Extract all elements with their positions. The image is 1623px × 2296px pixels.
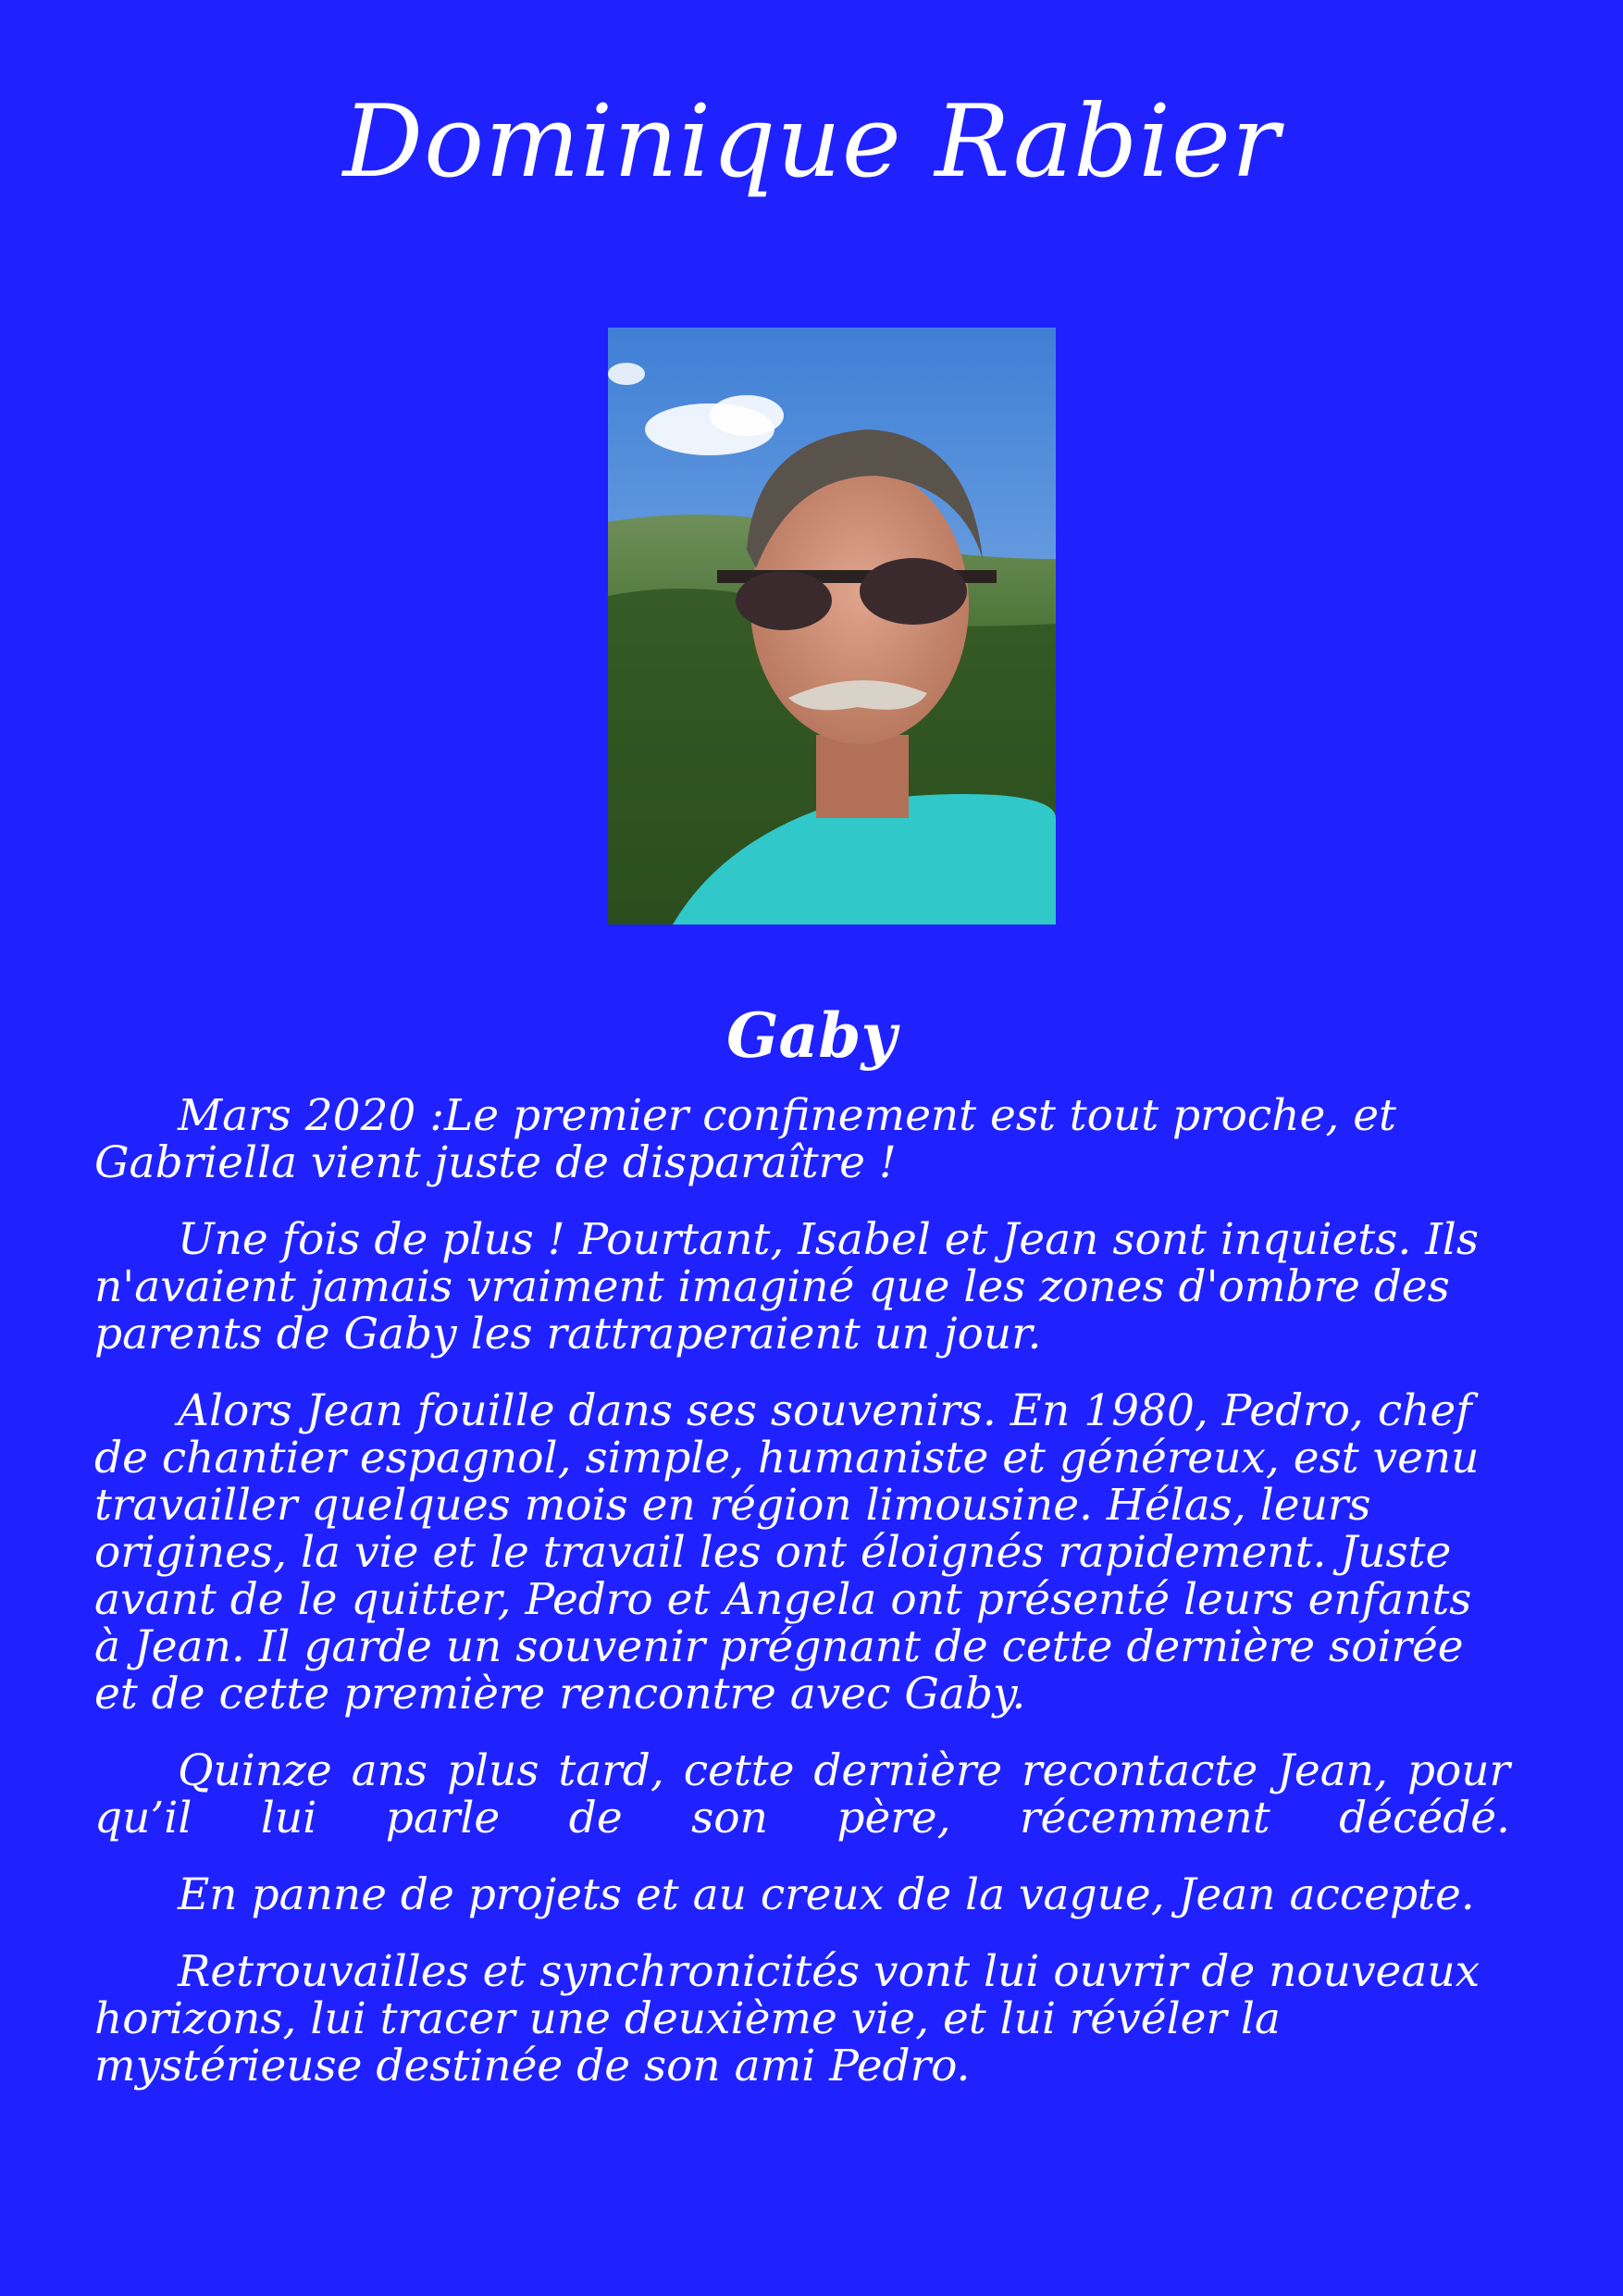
- blurb-paragraph: Quinze ans plus tard, cette dernière recontacte Jean, pour qu’il lui parle de son père, récemment décédé.: [94, 1745, 1510, 1843]
- blurb-paragraph: Une fois de plus ! Pourtant, Isabel et Jean sont inquiets. Ils n'avaient jamais vraiment imaginé que les zones d'ombre des parents de Gaby les rattraperaient un jour.: [94, 1214, 1479, 1359]
- blurb-paragraph: Mars 2020 :Le premier confinement est tout proche, et Gabriella vient juste de disparaître !: [94, 1090, 1396, 1188]
- blurb-text: [94, 1092, 1510, 2119]
- author-name: Dominique Rabier: [342, 84, 1281, 200]
- author-portrait: [608, 328, 1056, 925]
- blurb-paragraph: Retrouvailles et synchronicités vont lui ouvrir de nouveaux horizons, lui tracer une deuxième vie, et lui révéler la mystérieuse destinée de son ami Pedro.: [94, 1946, 1481, 2091]
- blurb-paragraph: En panne de projets et au creux de la vague, Jean accepte.: [178, 1869, 1475, 1920]
- blurb-paragraph: Alors Jean fouille dans ses souvenirs. En 1980, Pedro, chef de chantier espagnol, simple, humaniste et généreux, est venu travailler quelques mois en région limousine. Hélas, leurs origines, la vie et le travail les ont éloignés rapidement. Juste avant de le quitter, Pedro et Angela ont présenté leurs enfants à Jean. Il garde un souvenir prégnant de cette dernière soirée et de cette première rencontre avec Gaby.: [94, 1385, 1480, 1719]
- book-title: Gaby: [726, 999, 897, 1072]
- portrait-image: [608, 328, 1056, 925]
